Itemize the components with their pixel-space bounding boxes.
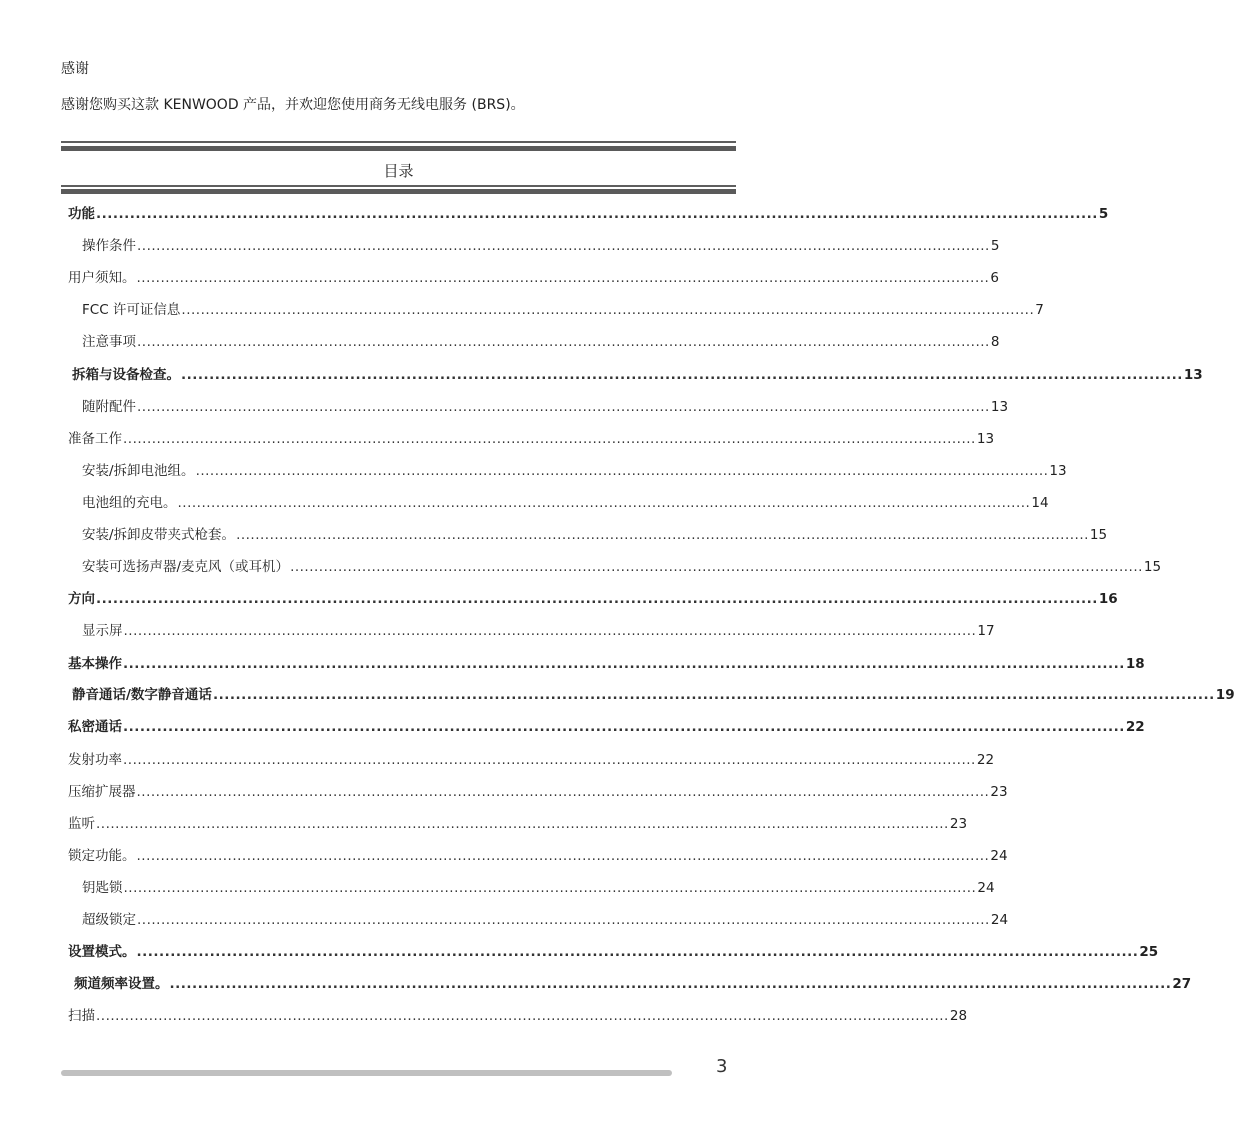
toc-entry[interactable] [68,815,968,833]
toc-entry-page: 5 [990,238,1000,254]
toc-entry[interactable] [74,975,1192,993]
toc-entry[interactable] [68,655,1145,673]
toc-entry-page: 23 [990,784,1008,800]
toc-entry-title: 频道频率设置。 [74,976,169,992]
toc-entry-page: 18 [1125,656,1145,672]
toc-leader: .................................................................................................................................................................................. [195,463,1049,479]
toc-entry-page: 25 [1139,944,1159,960]
toc-entry-page: 17 [977,623,995,639]
toc-entry-title: 扫描 [68,1008,95,1024]
toc-entry-page: 8 [990,334,1000,350]
footer-bar [61,1070,672,1076]
toc-entry-page: 13 [976,431,995,447]
toc-leader: .................................................................................................................................................................................. [96,816,949,832]
toc-leader: .................................................................................................................................................................................. [177,495,1031,511]
toc-entry-title: 显示屏 [82,623,123,639]
toc-entry-page: 6 [990,270,999,286]
toc-entry[interactable] [82,237,1000,255]
toc-entry[interactable] [68,430,995,448]
toc-leader: .................................................................................................................................................................................. [137,399,990,415]
toc-entry-title: 用户须知。 [68,270,136,286]
toc-entry[interactable] [72,686,1235,704]
toc-leader: .................................................................................................................................................................................. [96,591,1098,607]
toc-entry-page: 16 [1098,591,1118,607]
toc-leader: .................................................................................................................................................................................. [136,944,1139,960]
toc-entry-title: 超级锁定 [82,912,136,928]
toc-leader: .................................................................................................................................................................................. [137,912,990,928]
toc-entry-title: 方向 [68,591,95,607]
toc-entry-page: 28 [949,1008,968,1024]
toc-entry-page: 24 [990,848,1008,864]
toc-entry-title: 注意事项 [82,334,136,350]
toc-entry[interactable] [68,943,1159,961]
toc-entry-title: 准备工作 [68,431,122,447]
toc-entry[interactable] [82,301,1044,319]
toc-entry-page: 24 [990,912,1009,928]
toc-title: 目录 [383,162,414,180]
toc-entry[interactable] [68,269,999,287]
toc-entry-page: 13 [990,399,1009,415]
toc-entry-title: 静音通话/数字静音通话 [72,687,212,703]
toc-entry-title: 功能 [68,206,95,222]
toc-leader: .................................................................................................................................................................................. [123,719,1125,735]
toc-entry[interactable] [82,558,1162,576]
toc-entry-page: 13 [1049,463,1067,479]
toc-leader: .................................................................................................................................................................................. [123,431,976,447]
toc-entry-title: 锁定功能。 [68,848,136,864]
toc-entry-page: 14 [1031,495,1049,511]
toc-leader: .................................................................................................................................................................................. [137,238,990,254]
intro-text: 感谢您购买这款 KENWOOD 产品，并欢迎您使用商务无线电服务 (BRS)。 [61,97,525,113]
toc-entry-title: 基本操作 [68,656,122,672]
toc-leader: .................................................................................................................................................................................. [137,334,990,350]
toc-leader: .................................................................................................................................................................................. [123,623,977,639]
toc-entry-title: 随附配件 [82,399,136,415]
toc-leader: .................................................................................................................................................................................. [212,687,1215,703]
toc-leader: .................................................................................................................................................................................. [123,880,977,896]
toc-entry-title: 发射功率 [68,752,122,768]
toc-entry-title: 操作条件 [82,238,136,254]
toc-entry-title: FCC 许可证信息 [82,302,181,318]
toc-entry[interactable] [82,622,995,640]
toc-entry-title: 设置模式。 [68,944,136,960]
toc-leader: .................................................................................................................................................................................. [136,784,990,800]
toc-entry-title: 监听 [68,816,95,832]
toc-leader: .................................................................................................................................................................................. [181,367,1183,383]
toc-entry-title: 电池组的充电。 [82,495,177,511]
toc-leader: .................................................................................................................................................................................. [123,752,976,768]
toc-leader: .................................................................................................................................................................................. [169,976,1172,992]
toc-leader: .................................................................................................................................................................................. [123,656,1125,672]
toc-entry-page: 23 [949,816,968,832]
toc-entry-page: 13 [1183,367,1203,383]
toc-entry-page: 15 [1089,527,1108,543]
toc-entry-title: 安装可选扬声器/麦克风（或耳机） [82,559,290,575]
toc-entry-title: 钥匙锁 [82,880,123,896]
toc-entry-page: 22 [1125,719,1145,735]
toc-entry[interactable] [82,462,1067,480]
toc-entry[interactable] [82,398,1009,416]
toc-entry[interactable] [68,783,1008,801]
toc-entry[interactable] [68,205,1109,223]
toc-entry-page: 15 [1143,559,1162,575]
toc-entry[interactable] [82,911,1009,929]
toc-leader: .................................................................................................................................................................................. [136,848,990,864]
toc-entry-page: 22 [976,752,995,768]
toc-entry[interactable] [82,526,1108,544]
toc-leader: .................................................................................................................................................................................. [181,302,1035,318]
toc-entry-title: 压缩扩展器 [68,784,136,800]
toc-entry-page: 27 [1172,976,1192,992]
toc-entry-page: 5 [1098,206,1109,222]
page-number: 3 [716,1056,728,1077]
toc-entry-page: 19 [1215,687,1235,703]
toc-entry[interactable] [72,366,1203,384]
toc-entry-page: 7 [1035,302,1044,318]
toc-leader: .................................................................................................................................................................................. [96,1008,949,1024]
toc-entry-title: 拆箱与设备检查。 [72,367,180,383]
toc-entry[interactable] [82,879,995,897]
toc-entry[interactable] [68,751,995,769]
toc-entry-page: 24 [977,880,995,896]
toc-entry-title: 私密通话 [68,719,122,735]
toc-leader: .................................................................................................................................................................................. [96,206,1098,222]
toc-leader: .................................................................................................................................................................................. [236,527,1089,543]
heading: 感谢 [61,61,89,77]
toc-entry-title: 安装/拆卸皮带夹式枪套。 [82,527,236,543]
toc-entry[interactable] [68,1007,968,1025]
toc-entry[interactable] [68,718,1145,736]
toc-leader: .................................................................................................................................................................................. [290,559,1143,575]
toc-entry[interactable] [82,494,1049,512]
toc-entry[interactable] [68,590,1118,608]
toc-entry[interactable] [82,333,1000,351]
toc-leader: .................................................................................................................................................................................. [136,270,990,286]
toc-entry-title: 安装/拆卸电池组。 [82,463,195,479]
toc-entry[interactable] [68,847,1008,865]
